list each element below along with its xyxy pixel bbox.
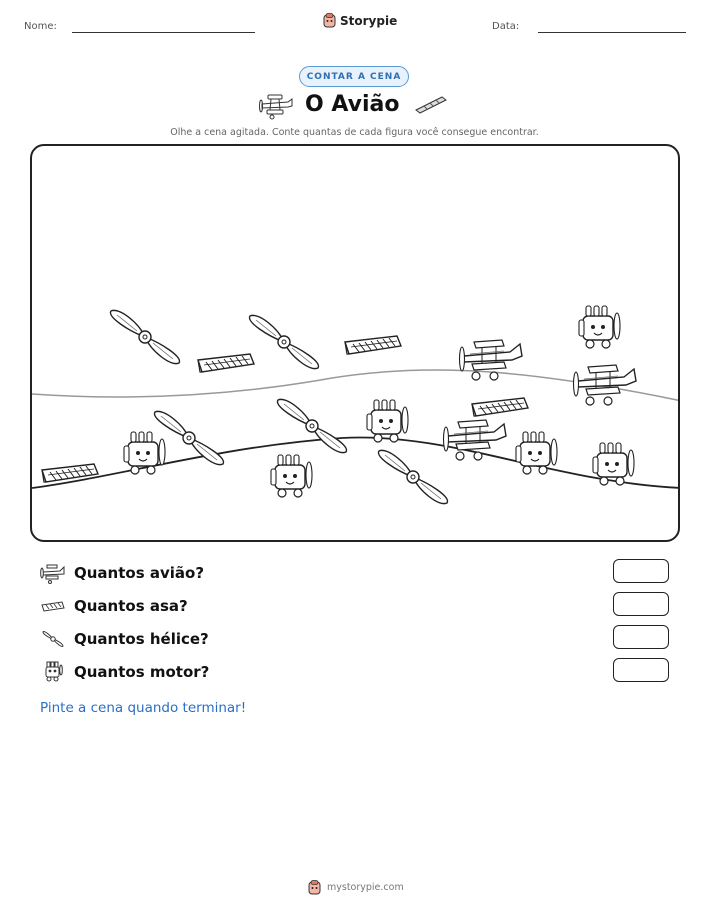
- answer-box-engine[interactable]: [613, 658, 669, 682]
- brand-logo: [323, 13, 397, 28]
- question-label: Quantos motor?: [74, 663, 210, 681]
- scene-wing-3: [472, 398, 528, 416]
- scene-propeller-4: [278, 399, 347, 452]
- footer-url[interactable]: mystorypie.com: [327, 882, 404, 893]
- propeller-icon: [40, 628, 66, 650]
- wing-icon: [40, 595, 66, 617]
- date-line[interactable]: [538, 32, 686, 33]
- name-line[interactable]: [72, 32, 255, 33]
- airplane-icon: [40, 562, 66, 584]
- scene-airplane-3: [444, 420, 507, 460]
- counting-scene: [30, 144, 680, 542]
- instructions-subtitle: Olhe a cena agitada. Conte quantas de cada figura você consegue encontrar.: [170, 127, 539, 138]
- scene-airplane-2: [574, 365, 637, 405]
- activity-badge: CONTAR A CENA: [299, 66, 409, 87]
- answer-box-airplane[interactable]: [613, 559, 669, 583]
- coloring-instruction: Pinte a cena quando terminar!: [40, 700, 247, 716]
- scene-wing-1: [198, 354, 254, 372]
- question-row-airplane: [40, 562, 204, 584]
- scene-engine-2: [367, 400, 408, 442]
- answer-box-propeller[interactable]: [613, 625, 669, 649]
- scene-propeller-2: [250, 315, 319, 368]
- engine-icon: [40, 661, 66, 683]
- question-row-propeller: [40, 628, 209, 650]
- footer: [308, 880, 404, 895]
- answer-box-wing[interactable]: [613, 592, 669, 616]
- question-label: Quantos asa?: [74, 597, 188, 615]
- scene-engine-1: [579, 306, 620, 348]
- name-label: Nome:: [24, 21, 57, 32]
- question-row-wing: [40, 595, 188, 617]
- storypie-mascot-icon: [308, 880, 321, 895]
- scene-engine-5: [516, 432, 557, 474]
- scene-propeller-1: [111, 310, 180, 363]
- scene-illustration: [32, 146, 680, 542]
- title-wing-icon: [414, 94, 448, 116]
- brand-name: Storypie: [340, 13, 398, 28]
- question-label: Quantos avião?: [74, 564, 205, 582]
- scene-wing-2: [345, 336, 401, 354]
- scene-engine-4: [271, 455, 312, 497]
- date-label: Data:: [492, 21, 520, 32]
- scene-propeller-5: [379, 450, 448, 503]
- page-title: O Avião: [305, 92, 400, 117]
- storypie-mascot-icon: [323, 13, 336, 28]
- question-row-engine: [40, 661, 209, 683]
- question-label: Quantos hélice?: [74, 630, 209, 648]
- title-airplane-icon: [258, 90, 296, 120]
